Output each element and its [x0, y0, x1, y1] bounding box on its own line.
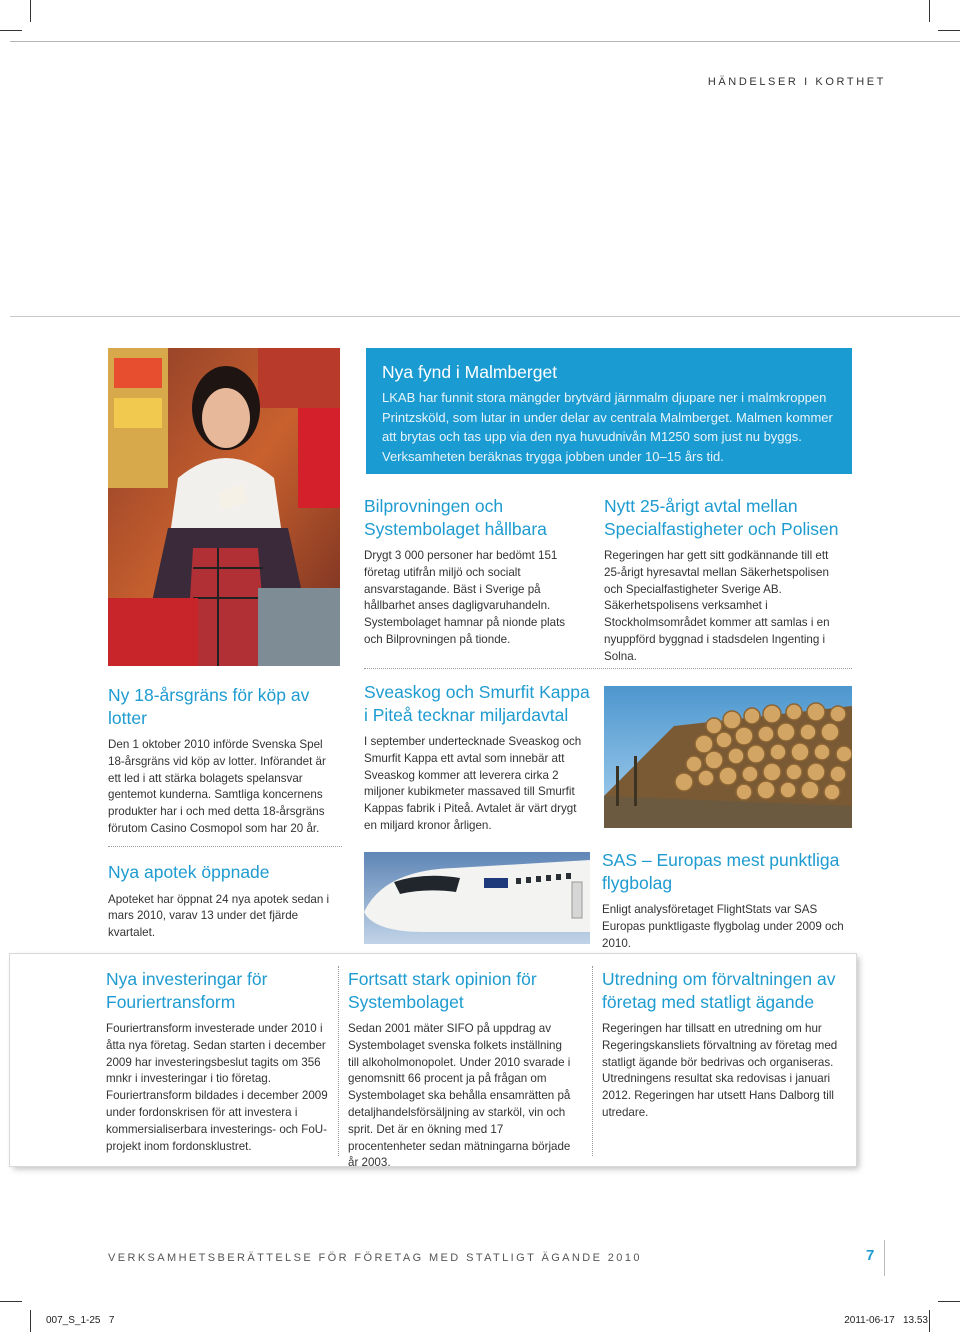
- top-rule: [10, 41, 960, 42]
- article-body: Den 1 oktober 2010 införde Svenska Spel 18-årsgräns vid köp av lotter. Införandet är ett led i att stärka bolagets spelansvar gentemot kunderna. Samtliga koncernens produkter har i och med detta 18-årsgräns förutom Casino Cosmopol som har 20 år.: [108, 738, 326, 835]
- article-title: Nya apotek öppnade: [108, 862, 270, 882]
- article-title: Bilprovningen och Systembolaget hållbara: [364, 496, 547, 539]
- article-body: Drygt 3 000 personer har bedömt 151 företag utifrån miljö och socialt ansvarstagande. Bäst i Sverige på hållbarhet anses dagligvaruhandeln. Systembolaget hamnar på nionde plats och Bilprovningen på tionde.: [364, 549, 566, 646]
- crop-mark: [929, 1310, 930, 1332]
- dotted-separator: [108, 846, 342, 847]
- article-body: I september undertecknade Sveaskog och Smurfit Kappa ett avtal som innebär att Sveaskog kommer att leverera cirka 2 miljoner kubikmeter massaved till Smurfit Kappas fabrik i Piteå. Avtalet är värt drygt en miljard kronor årligen.: [364, 735, 582, 832]
- section-label: HÄNDELSER I KORTHET: [707, 76, 886, 88]
- article-body: Enligt analysföretaget FlightStats var SAS Europas punktligaste flygbolag under 2009 och 2010.: [602, 903, 844, 950]
- article-body: Sedan 2001 mäter SIFO på uppdrag av Systembolaget svenska folkets inställning till alkoholmonopolet. Under 2010 svarade i genomsnitt 66 procent ja på frågan om Systembolaget ska behålla ensamrätten på detaljhandelsförsäljning av starköl, vin och sprit. Det är en ökning med 17 procentenheter sedan mätningarna började år 2003.: [348, 1022, 571, 1170]
- article-specialfastigheter: [604, 495, 840, 666]
- article-title: Nytt 25-årigt avtal mellan Specialfastigheter och Polisen: [604, 496, 839, 539]
- footer-vertical-rule: [884, 1240, 885, 1276]
- highlight-body: LKAB har funnit stora mängder brytvärd järnmalm djupare ner i malmkroppen Printzsköld, som lutar in under delar av centrala Malmberget. Malmen kommer att brytas och tas upp via den nya huvudnivån M1250 som just nu byggs. Verksamheten beräknas trygga jobben under 10–15 års tid.: [382, 390, 833, 464]
- article-body: Apoteket har öppnat 24 nya apotek sedan i mars 2010, varav 13 under det fjärde kvartalet.: [108, 892, 330, 940]
- article-title: Nya investeringar för Fouriertransform: [106, 969, 268, 1012]
- article-sas: [602, 849, 844, 952]
- highlight-box-malmberget: [366, 348, 852, 474]
- highlight-title: Nya fynd i Malmberget: [382, 362, 558, 382]
- article-fouriertransform: [106, 968, 328, 1155]
- article-sveaskog: [364, 681, 590, 835]
- photo-timber-logs: [604, 686, 852, 828]
- dotted-separator: [338, 966, 339, 1156]
- article-title: Utredning om förvaltningen av företag med statligt ägande: [602, 969, 836, 1012]
- crop-mark: [929, 0, 930, 22]
- article-body: Regeringen har gett sitt godkännande till ett 25-årigt hyresavtal mellan Säkerhetspolisen och Specialfastigheter Sverige AB. Säkerhetspolisens verksamhet i Stockholmsområdet kommer att samlas i en nyuppförd byggnad i stadsdelen Ingenting i Solna.: [604, 549, 830, 663]
- crop-mark: [938, 1301, 960, 1302]
- article-title: SAS – Europas mest punktliga flygbolag: [602, 850, 840, 893]
- article-title: Ny 18-årsgräns för köp av lotter: [108, 685, 310, 728]
- crop-mark: [938, 30, 960, 31]
- article-bilprovningen: [364, 495, 586, 649]
- slug-timestamp: 2011-06-17 13.53: [844, 1315, 928, 1326]
- dotted-separator: [592, 966, 593, 1156]
- photo-woman-at-counter: [108, 348, 340, 666]
- slug-file: 007_S_1-25 7: [46, 1315, 115, 1326]
- article-body: Fouriertransform investerade under 2010 i åtta nya företag. Sedan starten i december 2009 har investeringsbeslut tagits om 356 mnkr i investeringar i tio företag. Fouriertransform bildades i december 2009 under fordonskrisen för att investera i kommersialiserbara investerings- och FoU-projekt inom fordonsklustret.: [106, 1022, 328, 1153]
- photo-sas-airplane: [364, 852, 590, 944]
- article-opinion: [348, 968, 576, 1172]
- crop-mark: [30, 1310, 31, 1332]
- page-number: 7: [866, 1247, 875, 1264]
- crop-mark: [0, 30, 22, 31]
- article-title: Sveaskog och Smurfit Kappa i Piteå tecknar miljardavtal: [364, 682, 590, 725]
- article-title: Fortsatt stark opinion för Systembolaget: [348, 969, 537, 1012]
- footer-publication-title: VERKSAMHETSBERÄTTELSE FÖR FÖRETAG MED STATLIGT ÄGANDE 2010: [108, 1252, 642, 1264]
- crop-mark: [30, 0, 31, 22]
- divider-rule: [10, 316, 960, 317]
- article-lotter: [108, 684, 334, 838]
- crop-mark: [0, 1301, 22, 1302]
- article-utredning: [602, 968, 838, 1122]
- article-apotek: [108, 861, 336, 942]
- article-body: Regeringen har tillsatt en utredning om hur Regeringskansliets förvaltning av företag med statligt ägande bör bedrivas och organiseras. Utredningens resultat ska redovisas i januari 2012. Regeringen har utsett Hans Dalborg till utredare.: [602, 1022, 838, 1119]
- dotted-separator: [364, 668, 852, 669]
